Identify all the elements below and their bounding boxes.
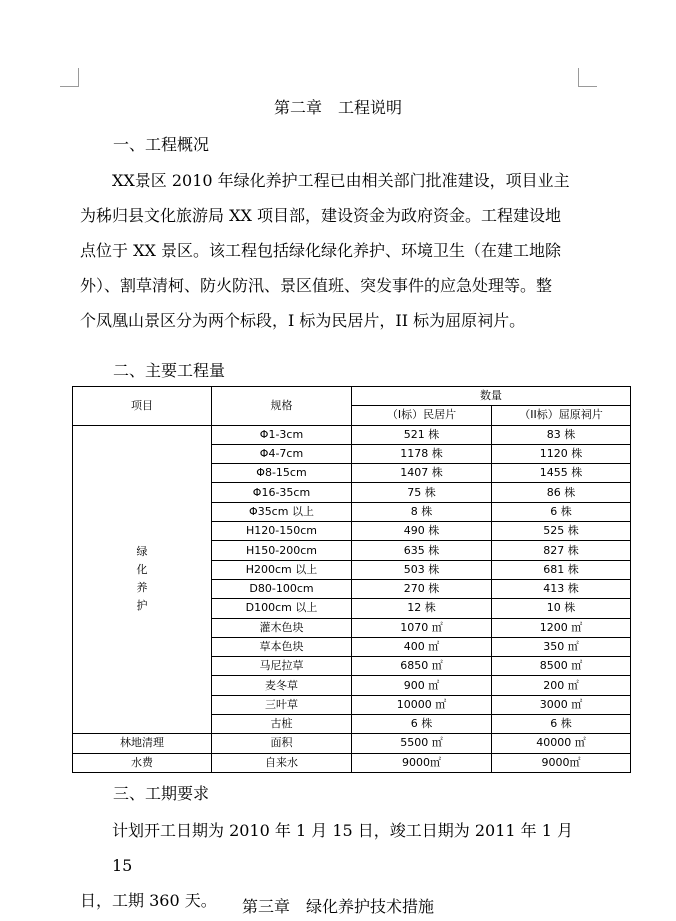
spec-cell: 麦冬草 — [212, 676, 352, 695]
group-label-char: 护 — [136, 599, 148, 613]
spec-cell: 草本色块 — [212, 637, 352, 656]
spec-cell: H150-200cm — [212, 541, 352, 560]
spec-cell: 马尼拉草 — [212, 657, 352, 676]
quantity-cell: 1070 ㎡ — [352, 618, 492, 637]
quantity-cell: 1200 ㎡ — [492, 618, 631, 637]
spec-cell: Φ1-3cm — [212, 425, 352, 444]
group-label-char: 化 — [136, 563, 148, 577]
header-section-1: （I标）民居片 — [352, 406, 492, 425]
quantity-cell: 270 株 — [352, 579, 492, 598]
paragraph-line: 日，工期 360 天。 — [80, 891, 217, 910]
quantity-cell: 9000㎡ — [352, 753, 492, 772]
quantity-cell: 8500 ㎡ — [492, 657, 631, 676]
quantity-cell: 503 株 — [352, 560, 492, 579]
spec-cell: D100cm 以上 — [212, 599, 352, 618]
quantity-cell: 400 ㎡ — [352, 637, 492, 656]
quantity-cell: 6850 ㎡ — [352, 657, 492, 676]
quantity-cell: 75 株 — [352, 483, 492, 502]
quantity-cell: 3000 ㎡ — [492, 695, 631, 714]
table-row — [73, 753, 631, 772]
quantity-cell: 8 株 — [352, 502, 492, 521]
item-cell: 水费 — [73, 753, 212, 772]
quantity-cell: 1178 株 — [352, 444, 492, 463]
page-corner-mark-top-left — [60, 68, 79, 87]
spec-cell: Φ8-15cm — [212, 464, 352, 483]
header-spec: 规格 — [212, 387, 352, 426]
header-item: 项目 — [73, 387, 212, 426]
section-1-heading: 一、工程概况 — [113, 135, 210, 154]
table-row — [73, 425, 631, 444]
table-header-row — [73, 387, 631, 406]
quantity-cell: 1455 株 — [492, 464, 631, 483]
section-1-paragraph — [80, 163, 580, 338]
quantity-cell: 827 株 — [492, 541, 631, 560]
item-cell: 林地清理 — [73, 734, 212, 753]
group-label-char: 养 — [136, 581, 148, 595]
chapter-2-title: 第二章 工程说明 — [273, 98, 402, 117]
quantity-cell: 6 株 — [352, 715, 492, 734]
quantity-cell: 1120 株 — [492, 444, 631, 463]
group-label-char: 绿 — [136, 545, 148, 559]
paragraph-line: 为秭归县文化旅游局 XX 项目部，建设资金为政府资金。工程建设地 — [80, 206, 561, 225]
spec-cell: Φ35cm 以上 — [212, 502, 352, 521]
spec-cell: 灌木色块 — [212, 618, 352, 637]
quantity-cell: 6 株 — [492, 502, 631, 521]
chapter-3-title: 第三章 绿化养护技术措施 — [241, 897, 434, 916]
quantity-cell: 635 株 — [352, 541, 492, 560]
spec-cell: Φ4-7cm — [212, 444, 352, 463]
group-label-greening-maintenance — [73, 425, 212, 734]
spec-cell: Φ16-35cm — [212, 483, 352, 502]
paragraph-line: XX景区 2010 年绿化养护工程已由相关部门批准建设，项目业主 — [112, 171, 570, 190]
quantity-cell: 490 株 — [352, 522, 492, 541]
paragraph-line: 计划开工日期为 2010 年 1 月 15 日，竣工日期为 2011 年 1 月 15 — [112, 821, 574, 875]
paragraph-line: 外）、割草清柯、防火防汛、景区值班、突发事件的应急处理等。整 — [80, 276, 553, 295]
quantity-cell: 40000 ㎡ — [492, 734, 631, 753]
quantity-cell: 12 株 — [352, 599, 492, 618]
quantity-cell: 521 株 — [352, 425, 492, 444]
quantity-cell: 900 ㎡ — [352, 676, 492, 695]
spec-cell: D80-100cm — [212, 579, 352, 598]
table-row — [73, 734, 631, 753]
quantity-cell: 86 株 — [492, 483, 631, 502]
paragraph-line: 点位于 XX 景区。该工程包括绿化绿化养护、环境卫生（在建工地除 — [80, 241, 561, 260]
quantity-cell: 10 株 — [492, 599, 631, 618]
quantity-cell: 10000 ㎡ — [352, 695, 492, 714]
quantity-cell: 350 ㎡ — [492, 637, 631, 656]
spec-cell: 古桩 — [212, 715, 352, 734]
header-section-2: （II标）屈原祠片 — [492, 406, 631, 425]
section-3-heading: 三、工期要求 — [113, 784, 210, 803]
quantity-cell: 5500 ㎡ — [352, 734, 492, 753]
quantities-table — [72, 386, 631, 773]
quantity-cell: 9000㎡ — [492, 753, 631, 772]
spec-cell: 三叶草 — [212, 695, 352, 714]
spec-cell: 面积 — [212, 734, 352, 753]
quantity-cell: 200 ㎡ — [492, 676, 631, 695]
header-quantity: 数量 — [352, 387, 631, 406]
quantity-cell: 83 株 — [492, 425, 631, 444]
quantity-cell: 525 株 — [492, 522, 631, 541]
spec-cell: H200cm 以上 — [212, 560, 352, 579]
spec-cell: 自来水 — [212, 753, 352, 772]
quantity-cell: 681 株 — [492, 560, 631, 579]
quantity-cell: 1407 株 — [352, 464, 492, 483]
quantity-cell: 413 株 — [492, 579, 631, 598]
quantity-cell: 6 株 — [492, 715, 631, 734]
page-corner-mark-top-right — [578, 68, 597, 87]
section-2-heading: 二、主要工程量 — [113, 361, 226, 380]
spec-cell: H120-150cm — [212, 522, 352, 541]
paragraph-line: 个凤凰山景区分为两个标段，I 标为民居片，II 标为屈原祠片。 — [80, 311, 526, 330]
